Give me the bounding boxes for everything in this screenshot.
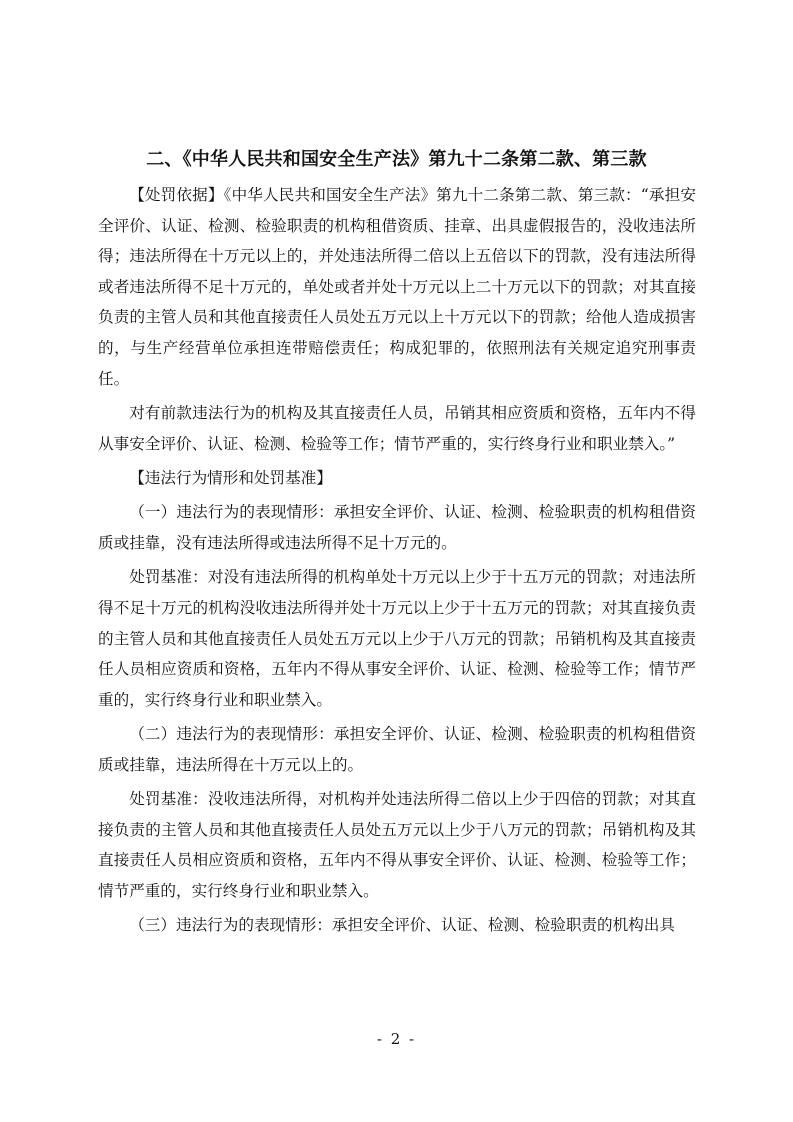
paragraph-standards-heading: 【违法行为情形和处罚基准】	[129, 468, 332, 487]
paragraph-case-1-penalty: 处罚基准：对没有违法所得的机构单处十万元以上少于十五万元的罚款；对违法所得不足十万元的机构没收违法所得并处十万元以上少于十五万元的罚款；对其直接负责的主管人员和其他直接责任人员处五万元以上少于八万元的罚款；吊销机构及其直接责任人员相应资质和资格，五年内不得从事安全评价、认证、检测、检验等工作；情节严重的，实行终身行业和职业禁入。	[98, 568, 696, 709]
paragraph-case-2: （二）违法行为的表现情形：承担安全评价、认证、检测、检验职责的机构租借资质或挂靠，违法所得在十万元以上的。	[98, 725, 696, 774]
paragraph-case-2-penalty: 处罚基准：没收违法所得，对机构并处违法所得二倍以上少于四倍的罚款；对其直接负责的主管人员和其他直接责任人员处五万元以上少于八万元的罚款；吊销机构及其直接责任人员相应资质和资格，五年内不得从事安全评价、认证、检测、检验等工作；情节严重的，实行终身行业和职业禁入。	[98, 790, 696, 900]
paragraph-case-1: （一）违法行为的表现情形：承担安全评价、认证、检测、检验职责的机构租借资质或挂靠，没有违法所得或违法所得不足十万元的。	[98, 503, 696, 552]
page-number: - 2 -	[376, 1030, 417, 1048]
paragraph-case-3: （三）违法行为的表现情形：承担安全评价、认证、检测、检验职责的机构出具	[129, 916, 675, 935]
paragraph-penalty-basis: 【处罚依据】《中华人民共和国安全生产法》第九十二条第二款、第三款：“承担安全评价、认证、检测、检验职责的机构租借资质、挂章、出具虚假报告的，没收违法所得；违法所得在十万元以上的，并处违法所得二倍以上五倍以下的罚款，没有违法所得或者违法所得不足十万元的，单处或者并处十万元以上二十万元以下的罚款；对其直接负责的主管人员和其他直接责任人员处五万元以上十万元以下的罚款；给他人造成损害的，与生产经营单位承担连带赔偿责任；构成犯罪的，依照刑法有关规定追究刑事责任。	[98, 186, 696, 388]
paragraph-revocation: 对有前款违法行为的机构及其直接责任人员，吊销其相应资质和资格，五年内不得从事安全评价、认证、检测、检验等工作；情节严重的，实行终身行业和职业禁入。”	[98, 403, 696, 453]
section-title: 二、《中华人民共和国安全生产法》第九十二条第二款、第三款	[146, 149, 647, 170]
document-body	[98, 180, 696, 945]
